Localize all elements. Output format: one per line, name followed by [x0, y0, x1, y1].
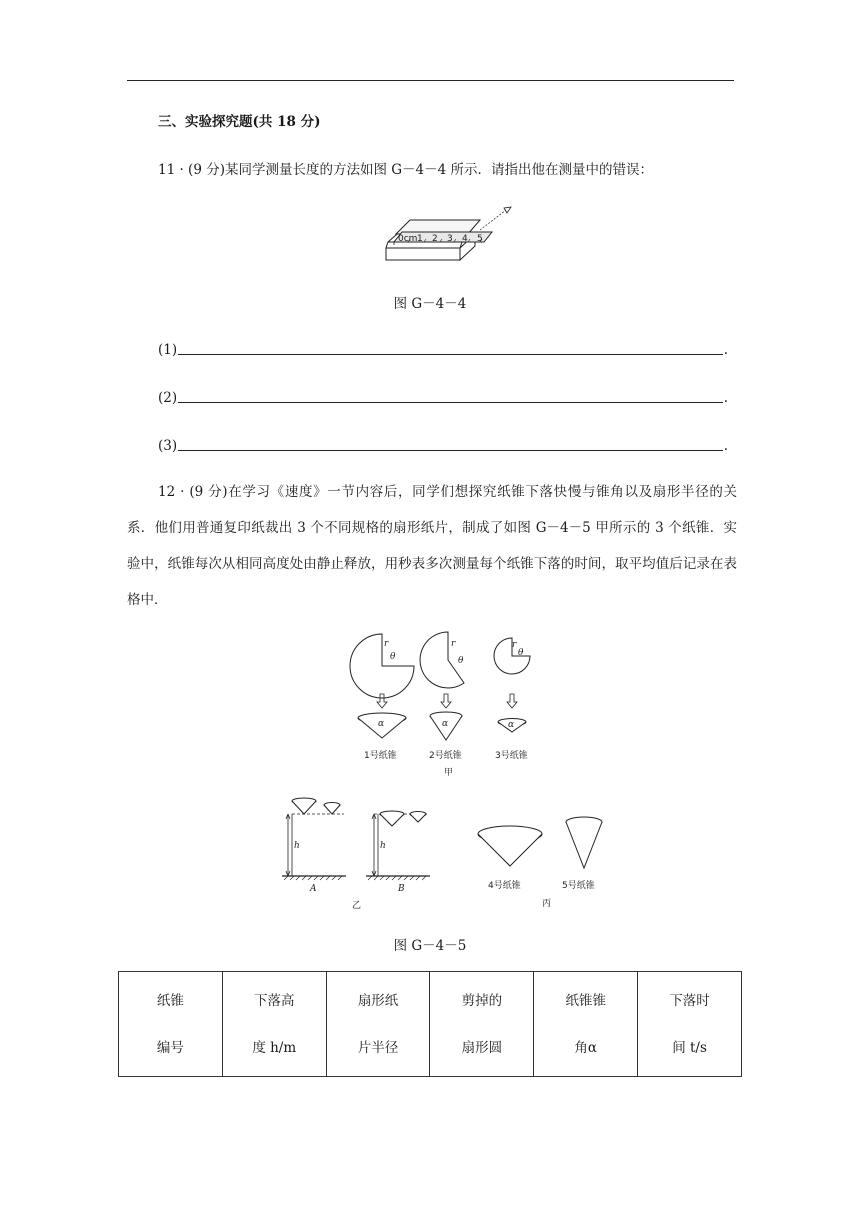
figure-caption-g444: 图 G－4－4: [393, 296, 467, 312]
cone-label-2: 2号纸锥: [429, 751, 462, 761]
svg-text:r: r: [512, 640, 517, 650]
blank-end: .: [723, 342, 728, 358]
svg-text:r: r: [451, 639, 456, 649]
ruler-label-4: 4: [462, 234, 468, 244]
table-header-cell: 纸锥锥 角α: [534, 972, 638, 1077]
svg-text:θ: θ: [518, 648, 524, 658]
ruler-label-2: 2: [432, 234, 438, 244]
eye-icon: [504, 207, 511, 213]
label-a: A: [310, 884, 317, 894]
h-label-a: h: [294, 841, 300, 851]
figure-caption-g445: 图 G－4－5: [393, 938, 467, 954]
q11-stem: 11 · (9 分)某同学测量长度的方法如图 G－4－4 所示．请指出他在测量中的错误：: [158, 162, 654, 178]
sub-label-bing: 丙: [542, 899, 552, 909]
table-header-cell: 剪掉的 扇形圆: [430, 972, 534, 1077]
figure-bing: [470, 808, 620, 914]
ruler-figure: [380, 198, 515, 268]
table-header-row: [119, 972, 742, 1077]
table-header-cell: 纸锥 编号: [119, 972, 223, 1077]
blank-label: (2): [158, 390, 178, 406]
data-table: [118, 971, 742, 1077]
answer-blank-3[interactable]: [158, 436, 728, 454]
ruler-label-1: 1: [417, 234, 423, 244]
svg-text:α: α: [508, 720, 515, 730]
ruler-label-0: 0cm: [398, 234, 418, 244]
header-rule: [127, 80, 734, 81]
ruler-label-5: 5: [477, 234, 483, 244]
section-title: 三、实验探究题(共 18 分): [158, 114, 321, 130]
sub-label-yi: 乙: [352, 901, 362, 911]
ruler-label-3: 3: [447, 234, 453, 244]
sub-label-jia: 甲: [444, 768, 454, 778]
answer-blank-1[interactable]: [158, 340, 728, 358]
blank-end: .: [723, 390, 728, 406]
table-header-cell: 下落高 度 h/m: [222, 972, 326, 1077]
cone-label-3: 3号纸锥: [495, 751, 528, 761]
cone-label-1: 1号纸锥: [364, 751, 397, 761]
svg-text:α: α: [442, 719, 449, 729]
blank-end: .: [723, 438, 728, 454]
cone-label-5: 5号纸锥: [562, 881, 595, 891]
svg-text:θ: θ: [390, 652, 396, 662]
cone-label-4: 4号纸锥: [488, 881, 521, 891]
table-header-cell: 扇形纸 片半径: [326, 972, 430, 1077]
h-label-b: h: [380, 841, 386, 851]
svg-text:θ: θ: [458, 656, 464, 666]
figure-yi: [278, 792, 438, 912]
label-b: B: [398, 884, 405, 894]
svg-text:r: r: [384, 639, 389, 649]
figure-jia: [340, 626, 560, 781]
answer-blank-2[interactable]: [158, 388, 728, 406]
blank-label: (1): [158, 342, 178, 358]
svg-text:α: α: [378, 719, 385, 729]
table-header-cell: 下落时 间 t/s: [638, 972, 742, 1077]
blank-label: (3): [158, 438, 178, 454]
q12-stem: 12 · (9 分)在学习《速度》一节内容后，同学们想探究纸锥下落快慢与锥角以及扇形半径的关系．他们用普通复印纸裁出 3 个不同规格的扇形纸片，制成了如图 G－4－5 甲所示的 3 个纸锥．实验中，纸锥每次从相同高度处由静止释放，用秒表多次测量每个纸锥下落的时间，取平均值后记录在表格中．: [127, 484, 737, 608]
